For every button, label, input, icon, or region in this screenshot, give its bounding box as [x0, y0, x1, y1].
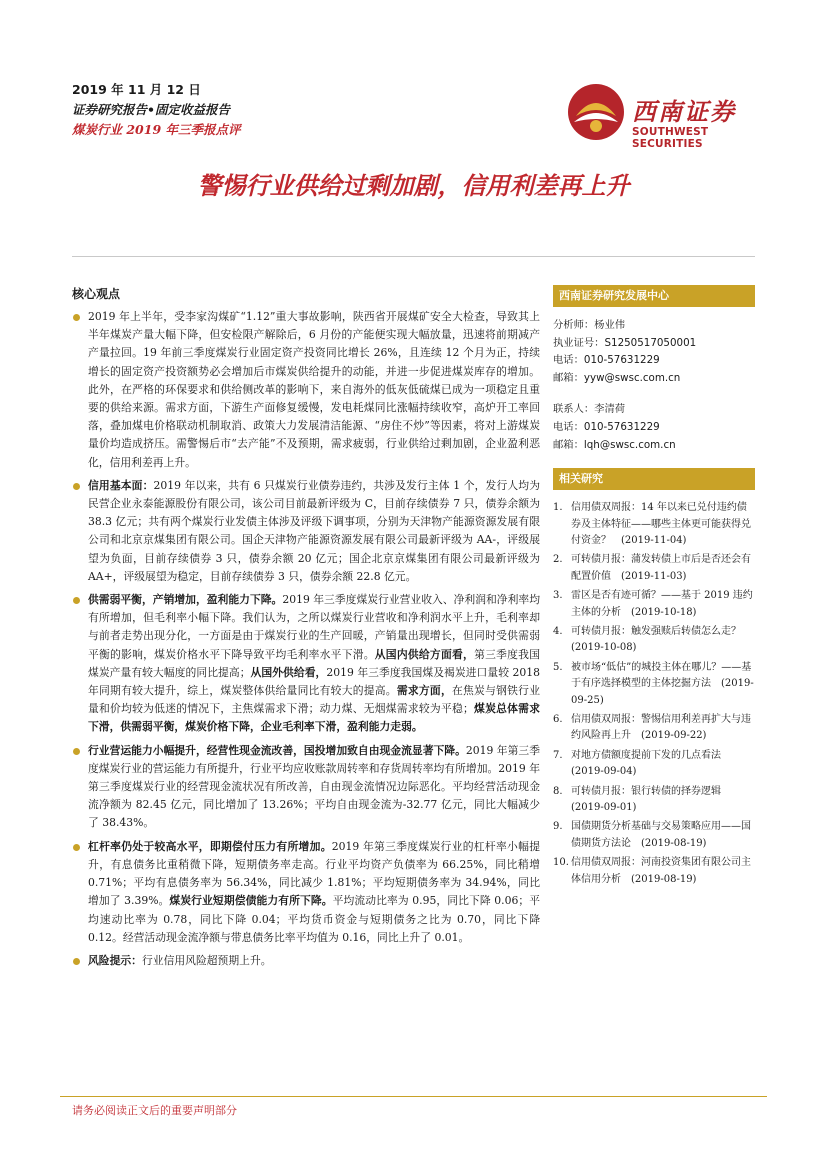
list-item[interactable]: 7. 对地方债额度提前下发的几点看法 (2019-09-04) [553, 749, 731, 778]
divider [72, 256, 755, 257]
page-title: 警惕行业供给过剩加剧，信用利差再上升 [197, 171, 630, 200]
report-date: 2019 年 11 月 12 日 [72, 82, 201, 97]
bullet-risk [72, 952, 540, 970]
bullet-text: 2019 年三季度煤炭行业营业收入、净利润和净利率均有所增加，但毛利率小幅下降。我们认为，之所以煤炭行业营收和净利润水平上升，毛利率却与前者走势出现分化，一方面是由于煤炭行业的生产回暖，产销量出现增长，但同时受供需弱平衡的影响，煤炭价格水平下降导致平均毛利率水平下滑。 [88, 593, 540, 661]
bullet-lead: 煤炭行业短期偿债能力有所下降。 [169, 894, 333, 908]
bullet-text: 第三季度我国煤炭产量有较大幅度的同比提高； [88, 647, 541, 679]
footer-divider [60, 1096, 767, 1097]
report-type: 证券研究报告•固定收益报告 [72, 102, 230, 117]
related-research-list [553, 500, 755, 888]
related-research-heading: 相关研究 [553, 468, 755, 490]
bullet-text: 在焦炭与钢铁行业量和价均较为低迷的情况下，主焦煤需求下滑；动力煤、无烟煤需求较为平稳； [88, 684, 541, 716]
bullet-lead: 从国内供给方面看， [374, 647, 475, 661]
bullet-text: 2019 年第三季度煤炭行业的杠杆率小幅提升，有息债务比重稍微下降，短期债务率走高。行业平均资产负债率为 66.25%，同比稍增 0.71%；平均有息债务率为 56.34%，同比减少 1.81%；平均短期债务率为 34.94%，同比增加了 3.39%。 [88, 839, 540, 908]
bullet-lead: 煤炭总体需求下滑，供需弱平衡，煤炭价格下降，企业毛利率下滑，盈利能力走弱。 [88, 702, 541, 734]
logo-en: SOUTHWEST SECURITIES [632, 126, 709, 150]
footer-disclaimer: 请务必阅读正文后的重要声明部分 [72, 1104, 237, 1117]
swsc-logo-icon [566, 82, 626, 142]
list-item[interactable]: 4. 可转债月报：触发强赎后转债怎么走？ (2019-10-08) [553, 626, 751, 654]
core-heading: 核心观点 [72, 287, 121, 301]
list-item[interactable]: 8. 可转债月报：银行转债的择券逻辑 (2019-09-01) [553, 785, 731, 814]
bullet-lead: 风险提示： [88, 953, 142, 967]
bullet-text: 2019 年第三季度煤炭行业的营运能力有所提升，行业平均应收账款周转率和存货周转率均有所增加。2019 年第三季度煤炭行业的经营现金流状况有所改善，自由现金流情况边际恶化。平均经营活动现金流净额为 82.45 亿元，同比增加了 13.26%；平均自由现金流为-32.77 亿元，同比大幅减少了 38.43%。 [88, 743, 540, 830]
contact-email[interactable]: 邮箱：lqh@swsc.com.cn [553, 438, 676, 451]
analyst-license: 执业证号：S1250517050001 [553, 336, 697, 349]
analyst-email[interactable]: 邮箱：yyw@swsc.com.cn [553, 371, 681, 384]
bullet-leverage [72, 838, 540, 947]
logo-cn: 西南证券 [632, 97, 736, 126]
list-item[interactable]: 5. 被市场“低估”的城投主体在哪儿？——基于有序选择模型的主体挖掘方法 (2019-09-25) [553, 661, 754, 706]
list-item[interactable]: 9. 国债期货分析基础与交易策略应用——国债期货方法论 (2019-08-19) [553, 821, 751, 849]
bullet-operations [72, 742, 540, 833]
list-item[interactable]: 1. 信用债双周报：14 年以来已兑付违约债券及主体特征——哪些主体更可能获得兑付资金？ (2019-11-04) [553, 502, 751, 546]
analyst-phone: 电话：010-57631229 [553, 354, 660, 367]
list-item[interactable]: 10. 信用债双周报：河南投资集团有限公司主体信用分析 (2019-08-19) [553, 857, 751, 885]
report-header [72, 80, 532, 140]
research-center-heading: 西南证券研究发展中心 [553, 285, 755, 307]
list-item[interactable]: 6. 信用债双周报：警惕信用利差再扩大与违约风险再上升 (2019-09-22) [553, 714, 751, 742]
contact-phone: 电话：010-57631229 [553, 420, 660, 433]
bullet-text: 平均流动比率为 0.95，同比下降 0.06；平均速动比率为 0.78，同比下降 0.04；平均货币资金与短期债务之比为 0.70，同比下降 0.12。经营活动现金流净额与带息债务比率平均值为 0.16，同比上升了 0.01。 [88, 894, 541, 944]
company-logo [566, 80, 776, 150]
bullet-lead: 从国外供给看， [250, 665, 327, 679]
contact-name: 联系人：李清荷 [553, 403, 626, 416]
bullet-lead: 需求方面， [396, 684, 452, 698]
analyst-name: 分析师：杨业伟 [553, 319, 626, 331]
list-item[interactable]: 2. 可转债月报：蒲发转债上市后是否还会有配置价值 (2019-11-03) [553, 554, 751, 582]
sidebar [553, 285, 755, 891]
bullet-demand [72, 591, 540, 737]
bullet-lead: 行业营运能力小幅提升，经营性现金流改善，国投增加致自由现金流显著下降。 [88, 743, 466, 757]
core-views [72, 285, 540, 975]
bullet-text: 2019 年上半年，受李家沟煤矿“1.12”重大事故影响，陕西省开展煤矿安全大检查，导致其上半年煤炭产量大幅下降，但安检限产解除后，6 月份的产能便实现大幅放量，迅速将前期减产产量拉回。19 年前三季度煤炭行业固定资产投资同比增长 26%，且连续 12 个月为正，持续增长的固定资产投资额势必会增加后市煤炭供给提升的动能，并进一步促进煤炭库存的增加。此外，在严格的环保要求和供给侧改革的影响下，来自海外的低灰低硫煤已成为一项稳定且重要的供给来源。需求方面，下游生产面修复缓慢，发电耗煤同比涨幅持续收窄，高炉开工率回落，叠加煤电价格联动机制取消、政策大力发展清洁能源、“房住不炒”等因素，将对上游煤炭量价均造成挤压。需警惕后市“去产能”不及预期，需求疲弱，行业供给过剩加剧，企业盈利恶化，信用利差再上升。 [88, 310, 540, 469]
bullet-lead: 信用基本面： [88, 478, 154, 492]
list-item[interactable]: 3. 雷区是否有迹可循？——基于 2019 违约主体的分析 (2019-10-18) [553, 590, 753, 618]
bullet-text: 2019 年以来，共有 6 只煤炭行业债券违约，共涉及发行主体 1 个，发行人均为民营企业永泰能源股份有限公司，该公司目前最新评级为 C，目前存续债券 7 只，债券余额为 38.3 亿元；共有两个煤炭行业发债主体涉及评级下调事项，分别为天津物产能源资源发展有限公司和北京京煤集团有限公司。国企天津物产能源资源发展有限公司最新评级为 AA-，评级展望为负面，目前存续债券 3 只，债券余额 20 亿元；国企北京京煤集团有限公司最新评级为 AA+，评级展望为稳定，目前存续债券 3 只，债券余额 22.8 亿元。 [88, 478, 541, 583]
bullet-credit [72, 477, 540, 586]
bullet-text: 行业信用风险超预期上升。 [141, 953, 272, 967]
bullet-supply [72, 308, 540, 472]
bullet-lead: 供需弱平衡，产销增加，盈利能力下降。 [88, 593, 283, 607]
bullet-lead: 杠杆率仍处于较高水平，即期偿付压力有所增加。 [88, 839, 332, 853]
report-subject: 煤炭行业 2019 年三季报点评 [72, 122, 241, 137]
bullet-text: 2019 年三季度我国煤及褐炭进口量较 2018 年同期有较大提升，综上，煤炭整体供给量同比有较大的提高。 [88, 665, 540, 698]
